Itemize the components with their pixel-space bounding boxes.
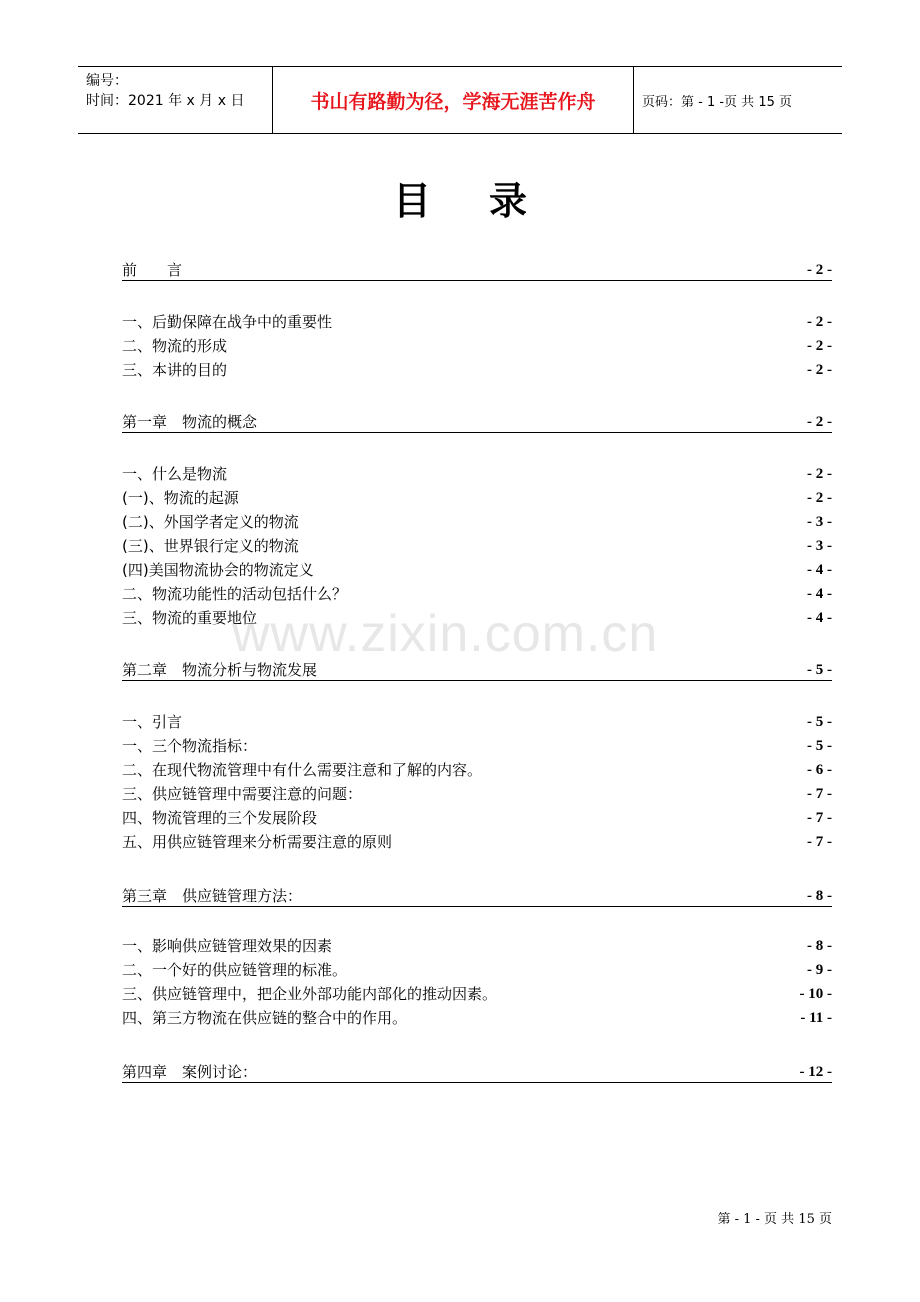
toc-entry-label: 三、供应链管理中需要注意的问题：	[122, 785, 363, 803]
toc-entry-label: 三、本讲的目的	[122, 361, 228, 379]
header-code-label: 编号：	[86, 73, 128, 89]
toc-entry-label: 一、三个物流指标：	[122, 737, 258, 755]
toc-entry[interactable]	[122, 782, 832, 804]
header-time-label: 时间：2021 年 x 月 x 日	[86, 93, 245, 109]
toc-entry[interactable]	[122, 758, 832, 780]
toc-entry-page: - 8 -	[807, 888, 832, 904]
toc-entry-page: - 3 -	[807, 538, 832, 554]
toc-entry-page: - 4 -	[807, 586, 832, 602]
toc-entry-label: 二、一个好的供应链管理的标准。	[122, 961, 348, 979]
toc-entry-page: - 2 -	[807, 414, 832, 430]
toc-entry[interactable]	[122, 358, 832, 380]
toc-chapter-entry[interactable]	[122, 258, 832, 281]
toc-entry-page: - 7 -	[807, 810, 832, 826]
toc-chapter-entry[interactable]	[122, 410, 832, 433]
toc-entry-page: - 5 -	[807, 738, 832, 754]
toc-entry[interactable]	[122, 710, 832, 732]
toc-entry-page: - 4 -	[807, 562, 832, 578]
toc-entry-label: (一)、物流的起源	[122, 489, 239, 507]
toc-entry-label: (三)、世界银行定义的物流	[122, 537, 299, 555]
toc-entry[interactable]	[122, 806, 832, 828]
toc-entry-page: - 2 -	[807, 362, 832, 378]
toc-entry-label: 第一章 物流的概念	[122, 413, 258, 431]
document-title: 目录	[392, 179, 585, 223]
toc-chapter-entry[interactable]	[122, 658, 832, 681]
toc-entry-page: - 2 -	[807, 490, 832, 506]
toc-entry-page: - 7 -	[807, 834, 832, 850]
toc-entry-label: 二、在现代物流管理中有什么需要注意和了解的内容。	[122, 761, 483, 779]
toc-entry[interactable]	[122, 606, 832, 628]
toc-entry[interactable]	[122, 486, 832, 508]
toc-entry-page: - 11 -	[800, 1010, 832, 1026]
toc-entry-page: - 2 -	[807, 262, 832, 278]
toc-entry[interactable]	[122, 510, 832, 532]
toc-entry-label: (二)、外国学者定义的物流	[122, 513, 299, 531]
toc-entry-page: - 10 -	[799, 986, 832, 1002]
toc-entry-label: 四、物流管理的三个发展阶段	[122, 809, 318, 827]
toc-entry-page: - 2 -	[807, 466, 832, 482]
toc-entry-label: (四)美国物流协会的物流定义	[122, 561, 314, 579]
toc-entry[interactable]	[122, 830, 832, 852]
toc-entry-page: - 2 -	[807, 338, 832, 354]
toc-entry[interactable]	[122, 462, 832, 484]
toc-entry-label: 前 言	[122, 261, 183, 279]
toc-entry-label: 四、第三方物流在供应链的整合中的作用。	[122, 1009, 408, 1027]
toc-entry-label: 第三章 供应链管理方法：	[122, 887, 303, 905]
toc-entry[interactable]	[122, 1006, 832, 1028]
toc-entry-page: - 4 -	[807, 610, 832, 626]
toc-entry-label: 二、物流功能性的活动包括什么？	[122, 585, 348, 603]
toc-entry[interactable]	[122, 734, 832, 756]
toc-entry-page: - 9 -	[807, 962, 832, 978]
toc-entry-label: 三、物流的重要地位	[122, 609, 258, 627]
page-header	[78, 66, 842, 134]
toc-entry-label: 五、用供应链管理来分析需要注意的原则	[122, 833, 393, 851]
toc-entry[interactable]	[122, 334, 832, 356]
page-footer: 第 - 1 - 页 共 15 页	[717, 1212, 832, 1227]
toc-entry-label: 三、供应链管理中，把企业外部功能内部化的推动因素。	[122, 985, 498, 1003]
toc-entry-label: 一、引言	[122, 713, 183, 731]
toc-entry[interactable]	[122, 310, 832, 332]
toc-entry[interactable]	[122, 934, 832, 956]
watermark: www.zixin.com.cn	[232, 605, 659, 663]
header-meta	[78, 67, 273, 133]
toc-entry-page: - 8 -	[807, 938, 832, 954]
toc-entry-page: - 6 -	[807, 762, 832, 778]
toc-entry-label: 一、什么是物流	[122, 465, 228, 483]
toc-entry[interactable]	[122, 982, 832, 1004]
toc-entry-label: 第四章 案例讨论：	[122, 1063, 258, 1081]
toc-chapter-entry[interactable]	[122, 884, 832, 907]
toc-entry-label: 二、物流的形成	[122, 337, 228, 355]
toc-entry-page: - 12 -	[799, 1064, 832, 1080]
header-motto: 书山有路勤为径，学海无涯苦作舟	[273, 67, 634, 133]
toc-entry-label: 一、后勤保障在战争中的重要性	[122, 313, 333, 331]
toc-entry-page: - 3 -	[807, 514, 832, 530]
toc-entry-label: 第二章 物流分析与物流发展	[122, 661, 318, 679]
toc-entry-label: 一、影响供应链管理效果的因素	[122, 937, 333, 955]
toc-entry[interactable]	[122, 558, 832, 580]
toc-entry-page: - 5 -	[807, 662, 832, 678]
toc-chapter-entry[interactable]	[122, 1060, 832, 1083]
toc-entry[interactable]	[122, 582, 832, 604]
toc-entry-page: - 2 -	[807, 314, 832, 330]
toc-entry-page: - 7 -	[807, 786, 832, 802]
toc-entry-page: - 5 -	[807, 714, 832, 730]
header-page-code: 页码：第 - 1 -页 共 15 页	[642, 94, 792, 110]
toc-entry[interactable]	[122, 958, 832, 980]
toc-entry[interactable]	[122, 534, 832, 556]
